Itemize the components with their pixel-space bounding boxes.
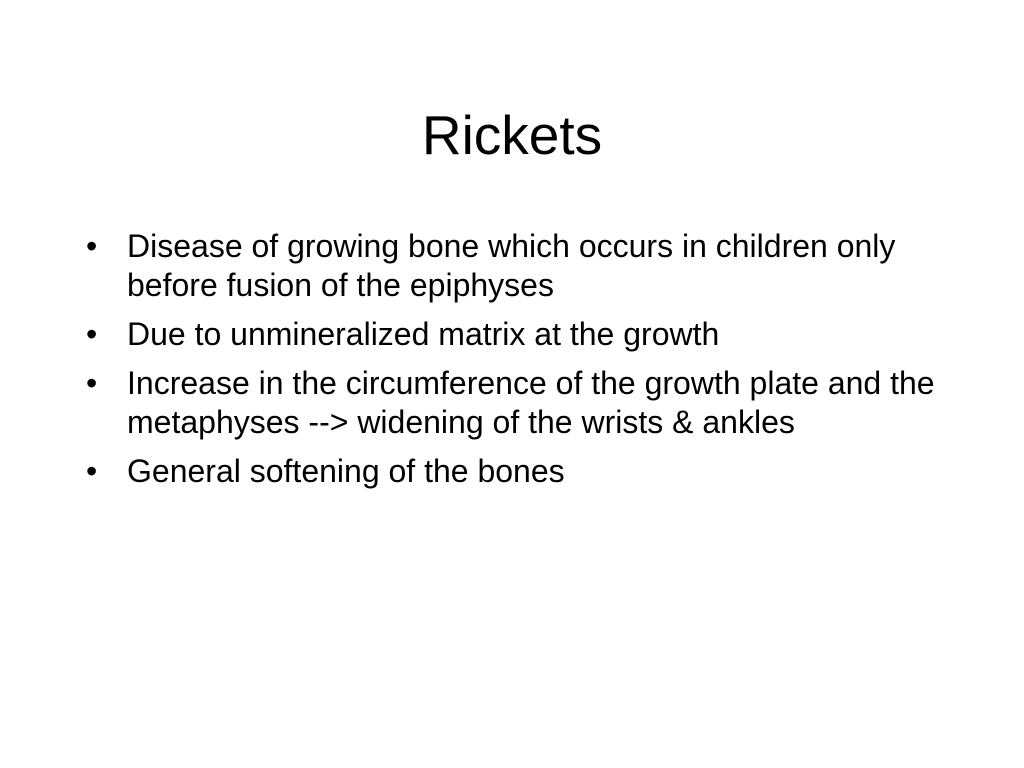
- bullet-text: Due to unmineralized matrix at the growth: [127, 316, 720, 352]
- bullet-item: [84, 227, 944, 305]
- bullet-marker: •: [86, 365, 98, 401]
- bullet-list: [84, 227, 944, 501]
- bullet-text: Increase in the circumference of the growth plate and the metaphyses --> widening of the wrists & ankles: [127, 365, 935, 440]
- bullet-marker: •: [86, 316, 98, 352]
- bullet-text: Disease of growing bone which occurs in children only before fusion of the epiphyses: [127, 228, 896, 303]
- bullet-text: General softening of the bones: [127, 453, 565, 489]
- bullet-marker: •: [86, 228, 98, 264]
- bullet-item: [84, 315, 944, 354]
- slide-title: Rickets: [421, 104, 603, 166]
- bullet-item: [84, 452, 944, 491]
- bullet-item: [84, 364, 944, 442]
- bullet-marker: •: [86, 453, 98, 489]
